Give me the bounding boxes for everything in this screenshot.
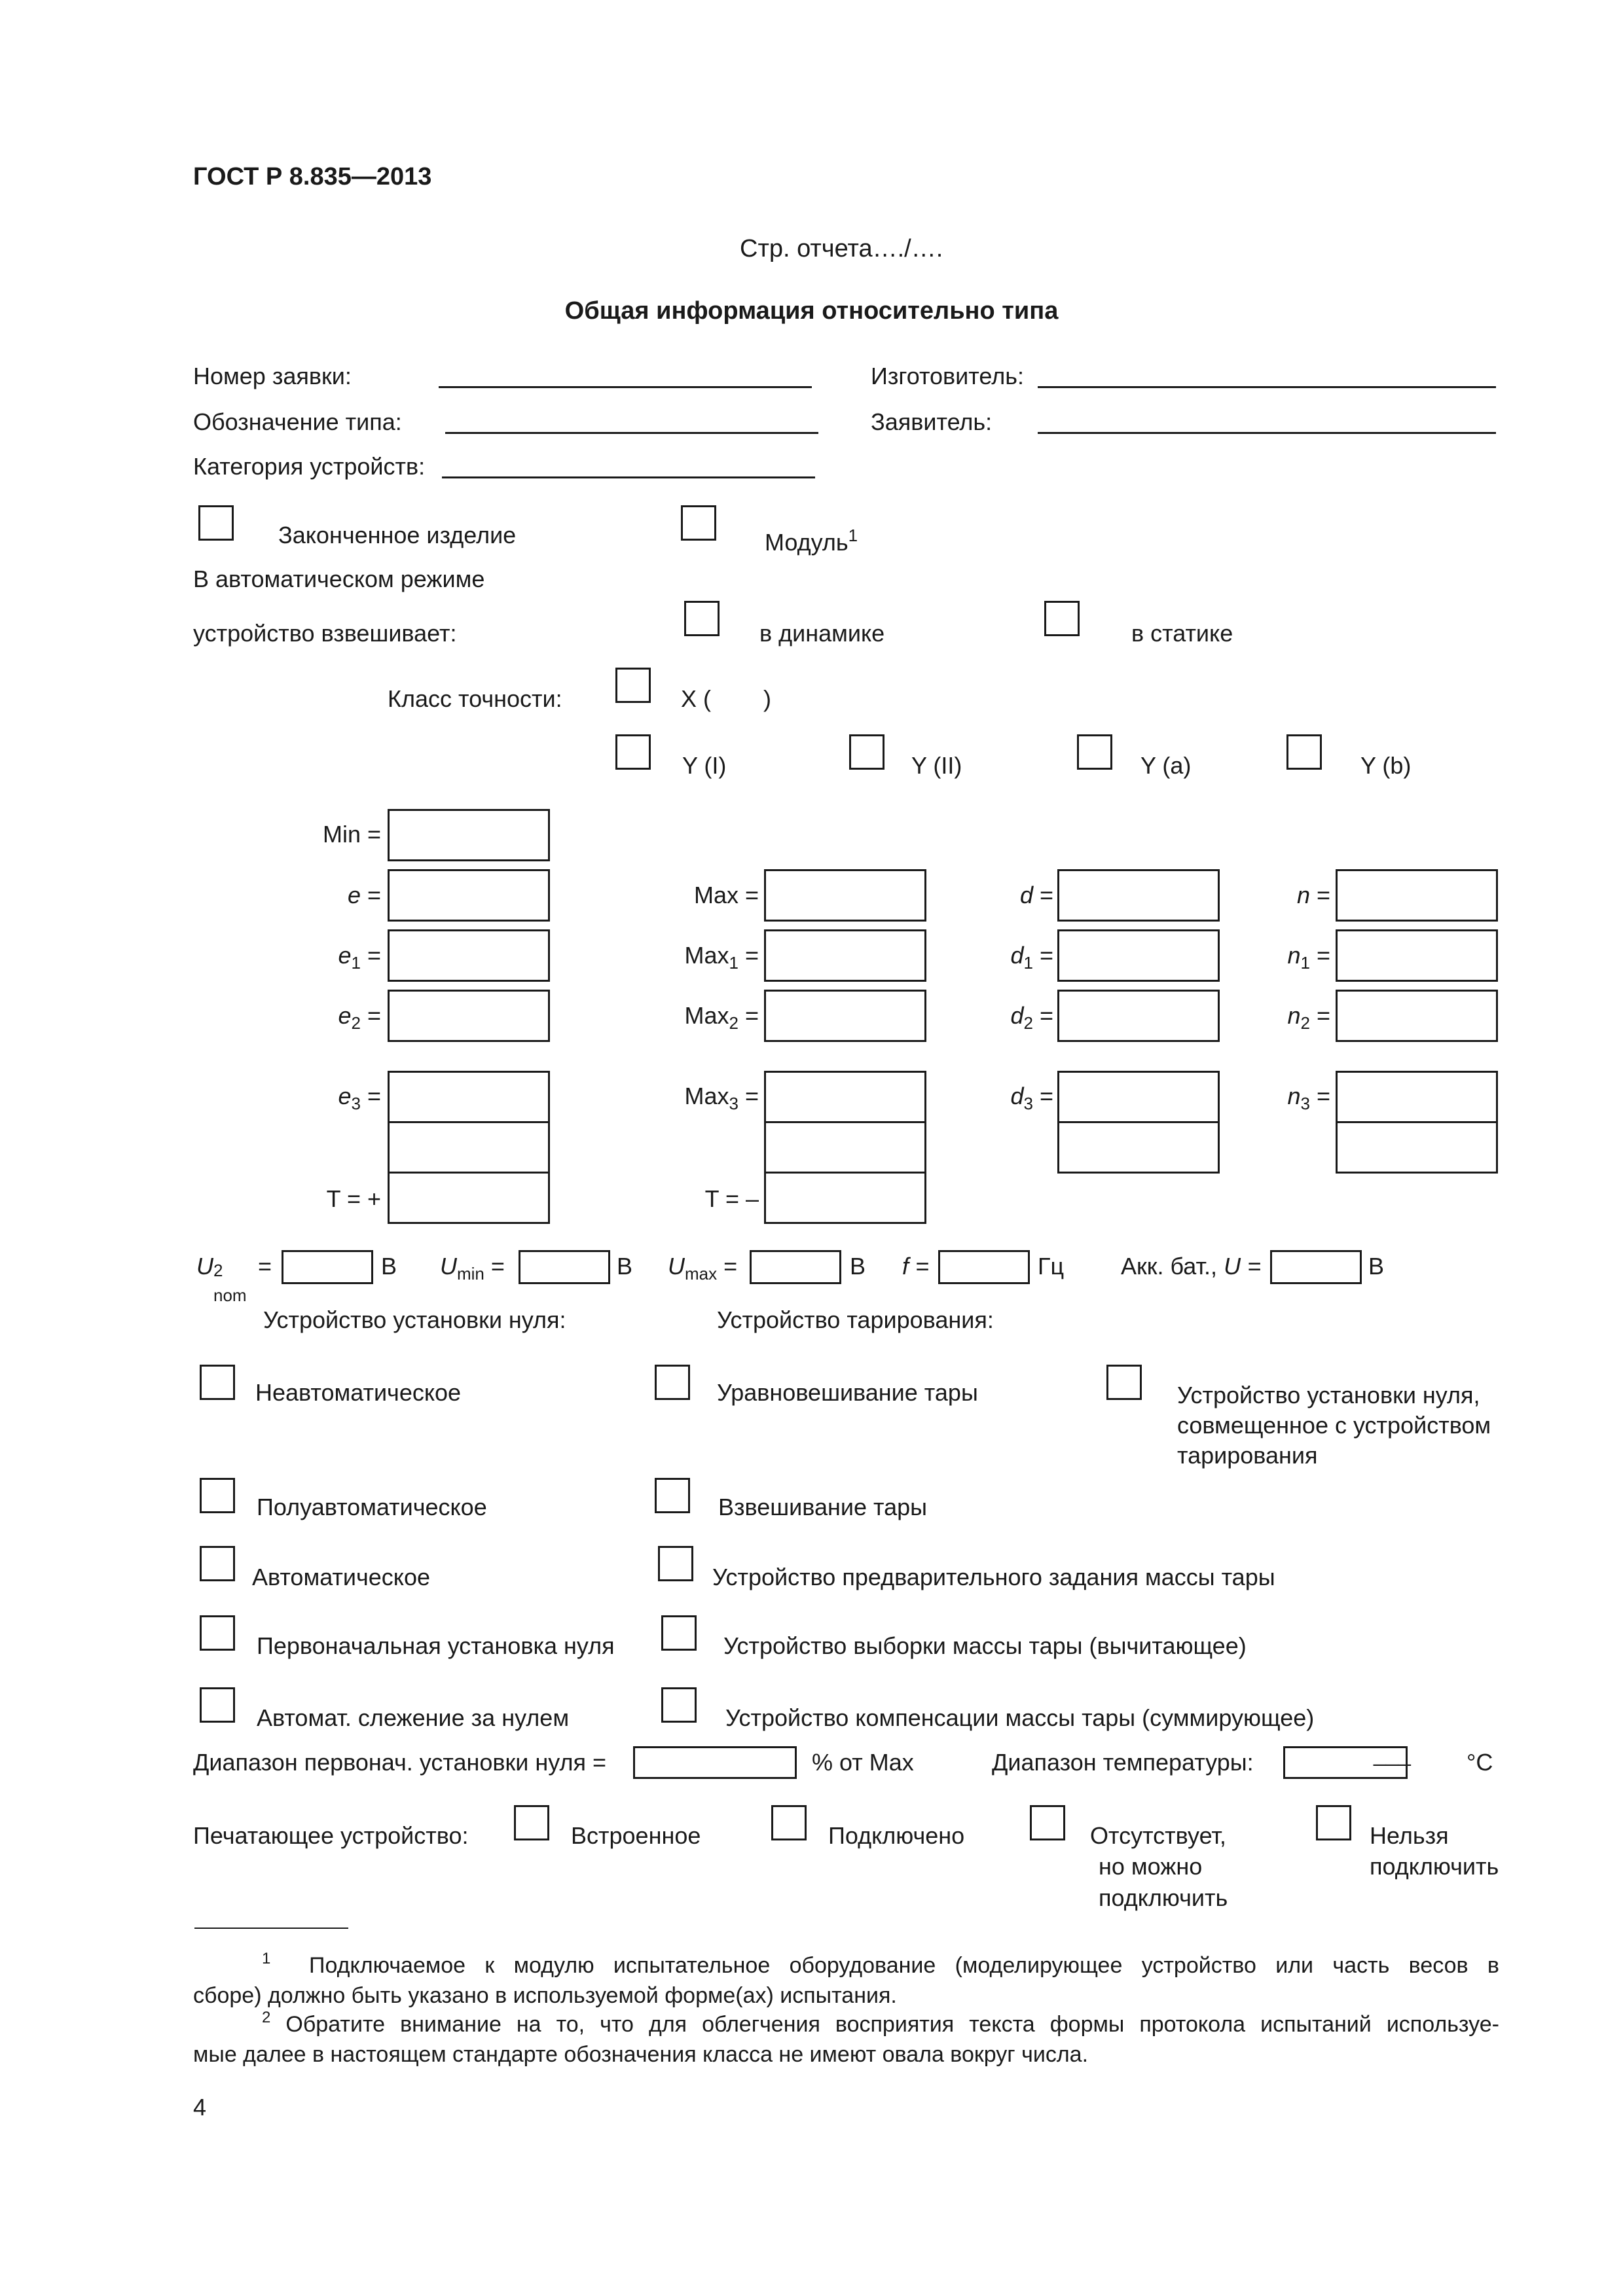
class-y2-checkbox[interactable] xyxy=(849,734,884,770)
printer-absent-label-2: но можно xyxy=(1099,1853,1203,1880)
frequency-label: f = xyxy=(902,1253,930,1280)
printer-builtin-label: Встроенное xyxy=(571,1822,701,1849)
e-label: e = xyxy=(347,882,381,908)
d2-label: $d_2$ = xyxy=(1010,1002,1053,1033)
umax-unit: В xyxy=(850,1253,866,1280)
footnote-ref-2: 2 xyxy=(213,1261,223,1280)
e2-label: $e_2$ = xyxy=(338,1002,381,1033)
umax-field[interactable] xyxy=(750,1250,841,1284)
type-designation-label: Обозначение типа: xyxy=(193,408,402,435)
unom-label: U 2 nom = xyxy=(196,1253,272,1305)
finished-product-label: Законченное изделие xyxy=(278,522,517,548)
d1-label: $d_1$ = xyxy=(1010,942,1053,973)
accuracy-class-label: Класс точности: xyxy=(388,685,562,712)
e1-field[interactable] xyxy=(388,929,550,982)
zero-range-field[interactable] xyxy=(633,1746,797,1779)
zero-semiauto-label: Полуавтоматическое xyxy=(257,1494,487,1520)
zero-range-unit: % от Max xyxy=(812,1749,914,1776)
zero-tracking-checkbox[interactable] xyxy=(200,1687,235,1723)
zero-auto-label: Автоматическое xyxy=(252,1564,431,1590)
tare-preset-checkbox[interactable] xyxy=(658,1546,693,1581)
printer-builtin-checkbox[interactable] xyxy=(514,1805,549,1840)
max3-label: Max$_3$ = xyxy=(684,1083,759,1113)
auto-mode-label-2: устройство взвешивает: xyxy=(193,620,457,647)
footnote-separator xyxy=(194,1928,348,1929)
type-designation-field[interactable] xyxy=(445,432,818,434)
e1-label: $e_1$ = xyxy=(338,942,381,973)
d3-field[interactable] xyxy=(1057,1071,1220,1123)
max3-field-2[interactable] xyxy=(764,1121,926,1174)
max2-field[interactable] xyxy=(764,990,926,1042)
frequency-unit: Гц xyxy=(1038,1253,1065,1280)
class-x-checkbox[interactable] xyxy=(615,668,651,703)
max-field[interactable] xyxy=(764,869,926,922)
d-label: d = xyxy=(1019,882,1053,908)
static-label: в статике xyxy=(1131,620,1233,647)
class-x-label: X ( ) xyxy=(681,685,772,712)
zero-initial-label: Первоначальная установка нуля xyxy=(257,1632,615,1659)
temp-range-unit: °C xyxy=(1467,1749,1493,1776)
zero-nonauto-label: Неавтоматическое xyxy=(255,1379,462,1406)
temp-range-dash: ___ xyxy=(1374,1742,1411,1767)
temp-range-label: Диапазон температуры: xyxy=(992,1749,1254,1776)
zero-device-heading: Устройство установки нуля: xyxy=(263,1306,566,1333)
printer-label: Печатающее устройство: xyxy=(193,1822,469,1849)
tare-subtractive-label: Устройство выборки массы тары (вычитающее) xyxy=(723,1632,1247,1659)
unom-unit: В xyxy=(381,1253,397,1280)
dynamic-checkbox[interactable] xyxy=(684,601,720,636)
n3-field-2[interactable] xyxy=(1336,1121,1498,1174)
n1-label: $n_1$ = xyxy=(1287,942,1330,973)
umax-label: $U_{max}$ = xyxy=(668,1253,738,1283)
page-title: Общая информация относительно типа xyxy=(564,297,1059,325)
zero-nonauto-checkbox[interactable] xyxy=(200,1365,235,1400)
e3-label: $e_3$ = xyxy=(338,1083,381,1113)
standard-code: ГОСТ Р 8.835—2013 xyxy=(193,163,432,190)
zero-tracking-label: Автомат. слежение за нулем xyxy=(257,1704,570,1731)
printer-connected-label: Подключено xyxy=(828,1822,965,1849)
e2-field[interactable] xyxy=(388,990,550,1042)
zero-tare-combined-label-1: Устройство установки нуля, xyxy=(1177,1382,1480,1408)
t-plus-label: T = + xyxy=(326,1185,381,1212)
class-yb-checkbox[interactable] xyxy=(1286,734,1322,770)
t-plus-field[interactable] xyxy=(388,1172,550,1224)
unom-field[interactable] xyxy=(282,1250,373,1284)
battery-unit: В xyxy=(1368,1253,1385,1280)
d3-label: $d_3$ = xyxy=(1010,1083,1053,1113)
umin-unit: В xyxy=(617,1253,633,1280)
application-no-field[interactable] xyxy=(439,386,812,388)
n3-label: $n_3$ = xyxy=(1287,1083,1330,1113)
n2-field[interactable] xyxy=(1336,990,1498,1042)
n-field[interactable] xyxy=(1336,869,1498,922)
max-label: Max = xyxy=(693,882,759,908)
tare-balancing-checkbox[interactable] xyxy=(655,1365,690,1400)
frequency-field[interactable] xyxy=(938,1250,1030,1284)
application-no-label: Номер заявки: xyxy=(193,363,352,389)
zero-semiauto-checkbox[interactable] xyxy=(200,1478,235,1513)
module-checkbox[interactable] xyxy=(681,505,716,541)
printer-connected-checkbox[interactable] xyxy=(771,1805,807,1840)
d1-field[interactable] xyxy=(1057,929,1220,982)
e3-field[interactable] xyxy=(388,1071,550,1123)
manufacturer-field[interactable] xyxy=(1038,386,1496,388)
tare-preset-label: Устройство предварительного задания массы тары xyxy=(712,1564,1275,1590)
n1-field[interactable] xyxy=(1336,929,1498,982)
e3-field-2[interactable] xyxy=(388,1121,550,1174)
printer-cannot-label-1: Нельзя xyxy=(1370,1822,1449,1849)
printer-absent-checkbox[interactable] xyxy=(1030,1805,1065,1840)
printer-cannot-label-2: подключить xyxy=(1370,1853,1499,1880)
printer-cannot-checkbox[interactable] xyxy=(1316,1805,1351,1840)
tare-additive-label: Устройство компенсации массы тары (суммирующее) xyxy=(725,1704,1315,1731)
n2-label: $n_2$ = xyxy=(1287,1002,1330,1033)
e-field[interactable] xyxy=(388,869,550,922)
min-field[interactable] xyxy=(388,809,550,861)
footnote-1: $^1$ Подключаемое к модулю испытательное оборудование (моделирующее устройство или часть весов в сборе) должно быть указано в используемой форме(ах) испытания. xyxy=(193,1950,1499,2008)
zero-range-label: Диапазон первонач. установки нуля = xyxy=(193,1749,606,1776)
class-y2-label: Y (II) xyxy=(911,752,962,779)
device-category-label: Категория устройств: xyxy=(193,453,426,480)
finished-product-checkbox[interactable] xyxy=(198,505,234,541)
class-y1-label: Y (I) xyxy=(682,752,727,779)
max3-field[interactable] xyxy=(764,1071,926,1123)
n3-field[interactable] xyxy=(1336,1071,1498,1123)
tare-additive-checkbox[interactable] xyxy=(661,1687,697,1723)
manufacturer-label: Изготовитель: xyxy=(871,363,1024,389)
umin-field[interactable] xyxy=(519,1250,610,1284)
auto-mode-label-1: В автоматическом режиме xyxy=(193,565,485,592)
max1-label: Max$_1$ = xyxy=(684,942,759,973)
zero-tare-combined-label-2: совмещенное с устройством xyxy=(1177,1412,1491,1439)
battery-label: Акк. бат., U = xyxy=(1121,1253,1262,1280)
zero-tare-combined-checkbox[interactable] xyxy=(1106,1365,1142,1400)
tare-device-heading: Устройство тарирования: xyxy=(717,1306,994,1333)
t-minus-field[interactable] xyxy=(764,1172,926,1224)
max2-label: Max$_2$ = xyxy=(684,1002,759,1033)
module-label: Модуль$^1$ xyxy=(765,526,858,556)
page-number: 4 xyxy=(193,2094,207,2121)
umin-label: $U_{min}$ = xyxy=(440,1253,505,1283)
t-minus-label: T = – xyxy=(704,1185,759,1212)
tare-weighing-checkbox[interactable] xyxy=(655,1478,690,1513)
zero-tare-combined-label-3: тарирования xyxy=(1177,1442,1318,1469)
battery-field[interactable] xyxy=(1270,1250,1362,1284)
applicant-field[interactable] xyxy=(1038,432,1496,434)
printer-absent-label-1: Отсутствует, xyxy=(1090,1822,1226,1849)
d3-field-2[interactable] xyxy=(1057,1121,1220,1174)
d-field[interactable] xyxy=(1057,869,1220,922)
tare-subtractive-checkbox[interactable] xyxy=(661,1615,697,1651)
d2-field[interactable] xyxy=(1057,990,1220,1042)
printer-absent-label-3: подключить xyxy=(1099,1884,1228,1911)
footnote-ref-1: 1 xyxy=(848,526,858,545)
min-label: Min = xyxy=(322,821,381,848)
static-checkbox[interactable] xyxy=(1044,601,1080,636)
zero-auto-checkbox[interactable] xyxy=(200,1546,235,1581)
footnote-2: $^2$ Обратите внимание на то, что для облегчения восприятия текста формы протокола испытаний используе- мые далее в настоящем стандарте обозначения класса не имеют овала вокруг числа. xyxy=(193,2009,1499,2067)
dynamic-label: в динамике xyxy=(759,620,885,647)
max1-field[interactable] xyxy=(764,929,926,982)
device-category-field[interactable] xyxy=(442,476,815,478)
applicant-label: Заявитель: xyxy=(871,408,993,435)
class-yb-label: Y (b) xyxy=(1360,752,1412,779)
class-ya-label: Y (a) xyxy=(1140,752,1192,779)
tare-balancing-label: Уравновешивание тары xyxy=(717,1379,978,1406)
report-page-number: Стр. отчета…./…. xyxy=(740,235,943,262)
zero-initial-checkbox[interactable] xyxy=(200,1615,235,1651)
class-ya-checkbox[interactable] xyxy=(1077,734,1112,770)
tare-weighing-label: Взвешивание тары xyxy=(718,1494,928,1520)
n-label: n = xyxy=(1296,882,1330,908)
class-y1-checkbox[interactable] xyxy=(615,734,651,770)
